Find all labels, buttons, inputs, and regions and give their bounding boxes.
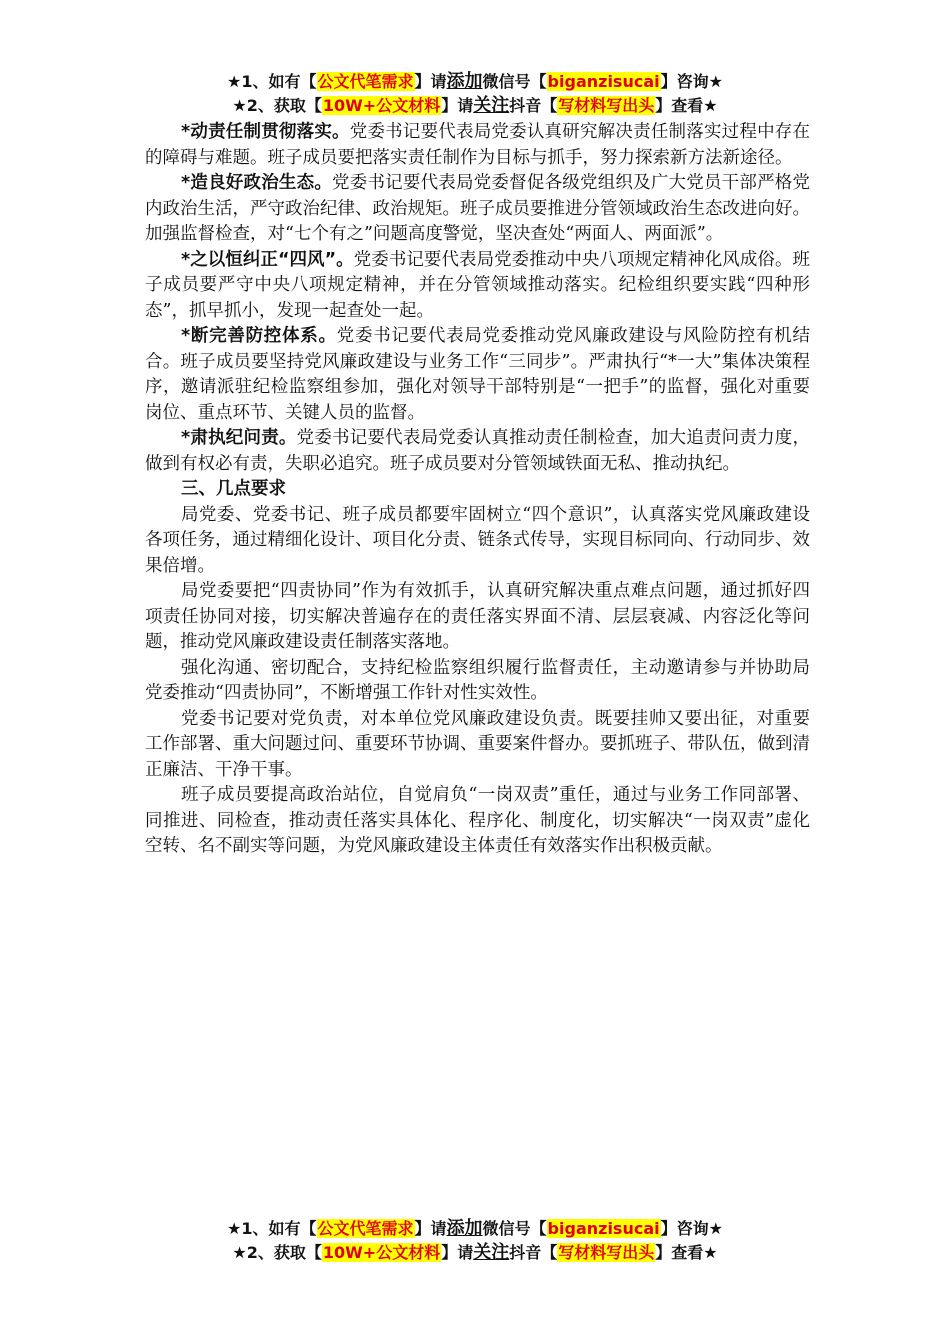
paragraph-text: 党委书记要代表局党委认真推动责任制检查，加大追责问责力度，做到有权必有责，失职必追究。班子成员要对分管领域铁面无私、推动执纪。 xyxy=(145,428,810,474)
paragraph-lead: *断完善防控体系。 xyxy=(181,326,337,346)
paragraph-lead: *造良好政治生态。 xyxy=(181,173,333,193)
paragraph-text: 党委书记要代表局党委认真研究解决责任制落实过程中存在的障碍与难题。班子成员要把落实责任制作为目标与抓手，努力探索新方法新途径。 xyxy=(145,122,810,168)
notice-text: 】请 xyxy=(441,1243,474,1262)
notice-prefix: ★1、如有【 xyxy=(227,1219,317,1238)
notice-prefix: ★2、获取【 xyxy=(232,1243,322,1262)
requirement-paragraph: 强化沟通、密切配合，支持纪检监察组织履行监督责任，主动邀请参与并协助局党委推动“四责协同”，不断增强工作针对性实效性。 xyxy=(145,657,810,703)
notice-text: 】请 xyxy=(441,96,474,115)
notice-text: 抖音【 xyxy=(509,1243,558,1262)
notice-text: 抖音【 xyxy=(509,96,558,115)
notice-suffix: 】咨询★ xyxy=(660,72,723,91)
notice-suffix: 】查看★ xyxy=(655,1243,718,1262)
paragraph xyxy=(145,248,810,325)
notice-line-2 xyxy=(0,94,950,118)
highlight-service: 公文代笔需求 xyxy=(317,72,414,91)
requirement-paragraph: 党委书记要对党负责，对本单位党风廉政建设负责。既要挂帅又要出征，对重要工作部署、重大问题过问、重要环节协调、重要案件督办。要抓班子、带队伍，做到清正廉洁、干净干事。 xyxy=(145,708,810,780)
highlight-materials: 10W+公文材料 xyxy=(322,1243,441,1262)
notice-line-2 xyxy=(0,1241,950,1265)
notice-emphasis: 添加 xyxy=(446,1218,483,1239)
highlight-wechat-id: biganzisucai xyxy=(547,72,660,91)
highlight-materials: 10W+公文材料 xyxy=(322,96,441,115)
notice-line-1 xyxy=(0,70,950,94)
highlight-douyin-id: 写材料写出头 xyxy=(558,1243,655,1262)
paragraph-lead: *动责任制贯彻落实。 xyxy=(181,122,350,142)
notice-text: 】请 xyxy=(414,72,447,91)
notice-text: 】请 xyxy=(414,1219,447,1238)
notice-prefix: ★1、如有【 xyxy=(227,72,317,91)
notice-text: 微信号【 xyxy=(482,72,547,91)
requirement-paragraph: 局党委、党委书记、班子成员都要牢固树立“四个意识”，认真落实党风廉政建设各项任务，通过精细化设计、项目化分责、链条式传导，实现目标同向、行动同步、效果倍增。 xyxy=(145,504,810,576)
notice-emphasis: 添加 xyxy=(446,71,483,92)
highlight-douyin-id: 写材料写出头 xyxy=(558,96,655,115)
paragraph xyxy=(145,120,810,171)
notice-suffix: 】咨询★ xyxy=(660,1219,723,1238)
notice-line-1 xyxy=(0,1217,950,1241)
notice-prefix: ★2、获取【 xyxy=(232,96,322,115)
paragraph xyxy=(145,171,810,248)
highlight-service: 公文代笔需求 xyxy=(317,1219,414,1238)
highlight-wechat-id: biganzisucai xyxy=(547,1219,660,1238)
requirement-paragraph: 班子成员要提高政治站位，自觉肩负“一岗双责”重任，通过与业务工作同部署、同推进、同检查，推动责任落实具体化、程序化、制度化，切实解决“一岗双责”虚化空转、名不副实等问题，为党风廉政建设主体责任有效落实作出积极贡献。 xyxy=(145,785,810,856)
notice-text: 微信号【 xyxy=(482,1219,547,1238)
requirement-paragraph: 局党委要把“四责协同”作为有效抓手，认真研究解决重点难点问题，通过抓好四项责任协同对接，切实解决普遍存在的责任落实界面不清、层层衰减、内容泛化等问题，推动党风廉政建设责任制落实落地。 xyxy=(145,581,810,652)
footer-notice xyxy=(0,1217,950,1265)
notice-suffix: 】查看★ xyxy=(655,96,718,115)
notice-emphasis: 关注 xyxy=(473,95,510,116)
notice-emphasis: 关注 xyxy=(473,1242,510,1263)
paragraph-lead: *肃执纪问责。 xyxy=(181,428,297,448)
paragraph xyxy=(145,324,810,426)
document-body xyxy=(145,120,810,860)
paragraph-text: 党委书记要代表局党委推动党风廉政建设与风险防控有机结合。班子成员要坚持党风廉政建设与业务工作“三同步”。严肃执行“*一大”集体决策程序，邀请派驻纪检监察组参加，强化对领导干部特别是“一把手”的监督，强化对重要岗位、重点环节、关键人员的监督。 xyxy=(145,326,810,423)
paragraph-lead: *之以恒纠正“四风”。 xyxy=(181,249,354,270)
paragraph-text: 党委书记要代表局党委推动中央八项规定精神化风成俗。班子成员要严守中央八项规定精神，并在分管领域推动落实。纪检组织要实践“四种形态”，抓早抓小，发现一起查处一起。 xyxy=(145,249,810,321)
paragraph-text: 党委书记要代表局党委督促各级党组织及广大党员干部严格党内政治生活，严守政治纪律、政治规矩。班子成员要推进分管领域政治生态改进向好。加强监督检查，对“七个有之”问题高度警觉，坚决查处“两面人、两面派”。 xyxy=(145,173,811,244)
header-notice xyxy=(0,70,950,118)
paragraph xyxy=(145,426,810,477)
section-heading: 三、几点要求 xyxy=(181,479,286,499)
